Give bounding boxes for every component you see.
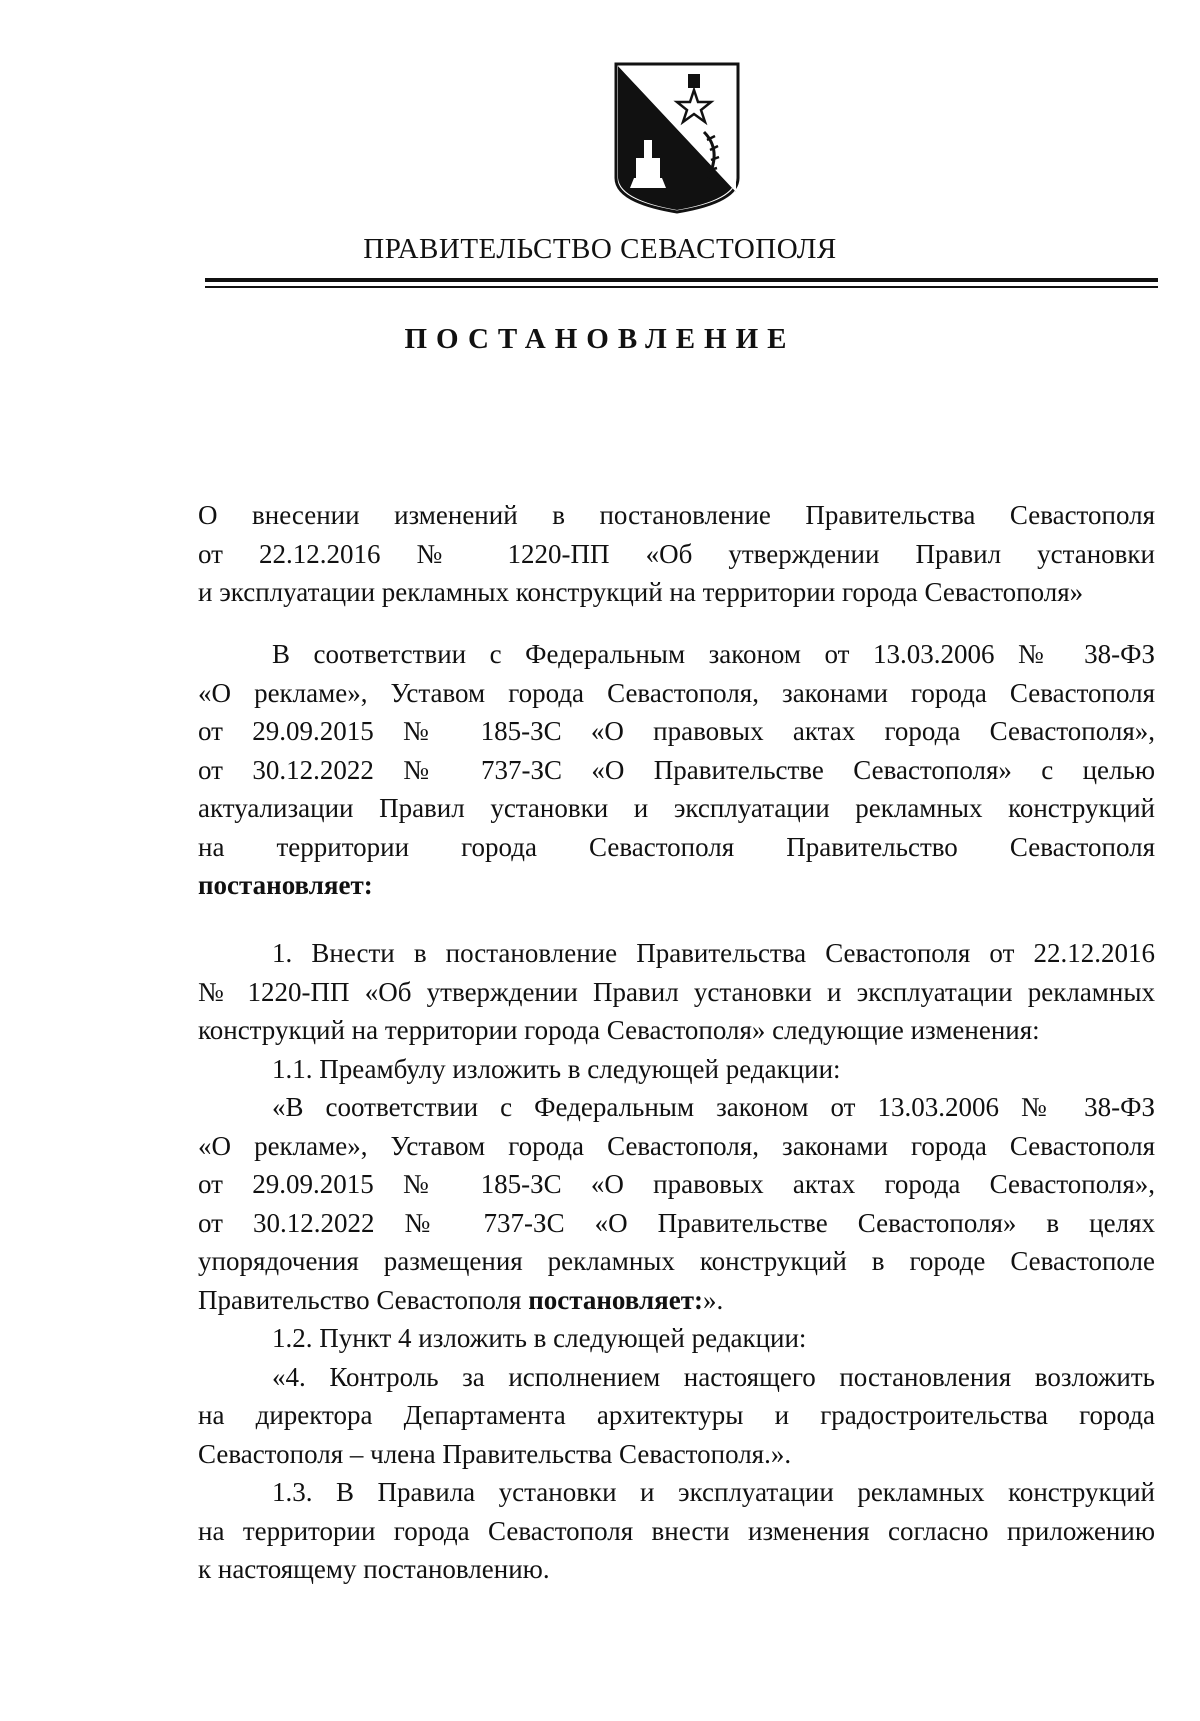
- document-title: ПОСТАНОВЛЕНИЕ: [404, 323, 796, 355]
- item-1-1-line: «О рекламе», Уставом города Севастополя, законами города Севастополя: [198, 1130, 1155, 1161]
- organization-name: ПРАВИТЕЛЬСТВО СЕВАСТОПОЛЯ: [363, 233, 837, 265]
- preamble-paragraph: [198, 635, 1155, 905]
- item-1-1-last-start: Правительство Севастополя: [198, 1284, 522, 1315]
- item-1-2-line: «4. Контроль за исполнением настоящего постановления возложить: [272, 1361, 1155, 1392]
- item-1-line: 1. Внести в постановление Правительства Севастополя от 22.12.2016: [272, 938, 1155, 968]
- item-1-3-line: к настоящему постановлению.: [198, 1554, 550, 1584]
- item-1-1-last-end: ».: [702, 1284, 724, 1315]
- subject-line: О внесении изменений в постановление Правительства Севастополя: [198, 500, 1155, 530]
- item-1-1-line: от 30.12.2022 № 737-ЗС «О Правительстве Севастополя» в целях: [198, 1207, 1155, 1238]
- item-1-2-line: на директора Департамента архитектуры и градостроительства города: [198, 1400, 1155, 1430]
- item-1-1-line: упорядочения размещения рекламных конструкций в городе Севастополе: [198, 1246, 1155, 1276]
- preamble-line: от 29.09.2015 № 185-ЗС «О правовых актах города Севастополя»,: [198, 716, 1155, 746]
- preamble-line: «О рекламе», Уставом города Севастополя, законами города Севастополя: [198, 677, 1155, 708]
- subject-line: и эксплуатации рекламных конструкций на территории города Севастополя»: [198, 577, 1084, 607]
- coat-of-arms-emblem: [612, 60, 742, 215]
- header-rule-thin: [205, 286, 1158, 288]
- item-1-2-line: Севастополя – члена Правительства Севастополя.».: [198, 1438, 792, 1469]
- item-1-1-decree-word: постановляет:: [528, 1284, 703, 1315]
- preamble-line: на территории города Севастополя Правительство Севастополя: [198, 831, 1155, 862]
- item-1-2-heading: 1.2. Пункт 4 изложить в следующей редакции:: [272, 1323, 807, 1353]
- item-1-1-line: от 29.09.2015 № 185-ЗС «О правовых актах города Севастополя»,: [198, 1169, 1155, 1199]
- item-1-1-heading: 1.1. Преамбулу изложить в следующей редакции:: [272, 1053, 841, 1084]
- item-1-3-line: на территории города Севастополя внести изменения согласно приложению: [198, 1515, 1155, 1546]
- preamble-line: от 30.12.2022 № 737-ЗС «О Правительстве Севастополя» с целью: [198, 754, 1155, 785]
- decree-word: постановляет:: [198, 870, 373, 900]
- item-1-line: № 1220-ПП «Об утверждении Правил установки и эксплуатации рекламных: [198, 976, 1155, 1007]
- subject-line: от 22.12.2016 № 1220-ПП «Об утверждении Правил установки: [198, 538, 1155, 569]
- item-1-1-line: «В соответствии с Федеральным законом от 13.03.2006 № 38-ФЗ: [272, 1092, 1155, 1122]
- item-1-line: конструкций на территории города Севастополя» следующие изменения:: [198, 1015, 1040, 1045]
- preamble-line: актуализации Правил установки и эксплуатации рекламных конструкций: [198, 793, 1155, 823]
- item-1-paragraph: [198, 934, 1155, 1589]
- subject-block: [198, 496, 1155, 612]
- preamble-line: В соответствии с Федеральным законом от 13.03.2006 № 38-ФЗ: [272, 639, 1155, 669]
- header-rule-thick: [205, 278, 1158, 282]
- item-1-3-line: 1.3. В Правила установки и эксплуатации рекламных конструкций: [272, 1477, 1155, 1507]
